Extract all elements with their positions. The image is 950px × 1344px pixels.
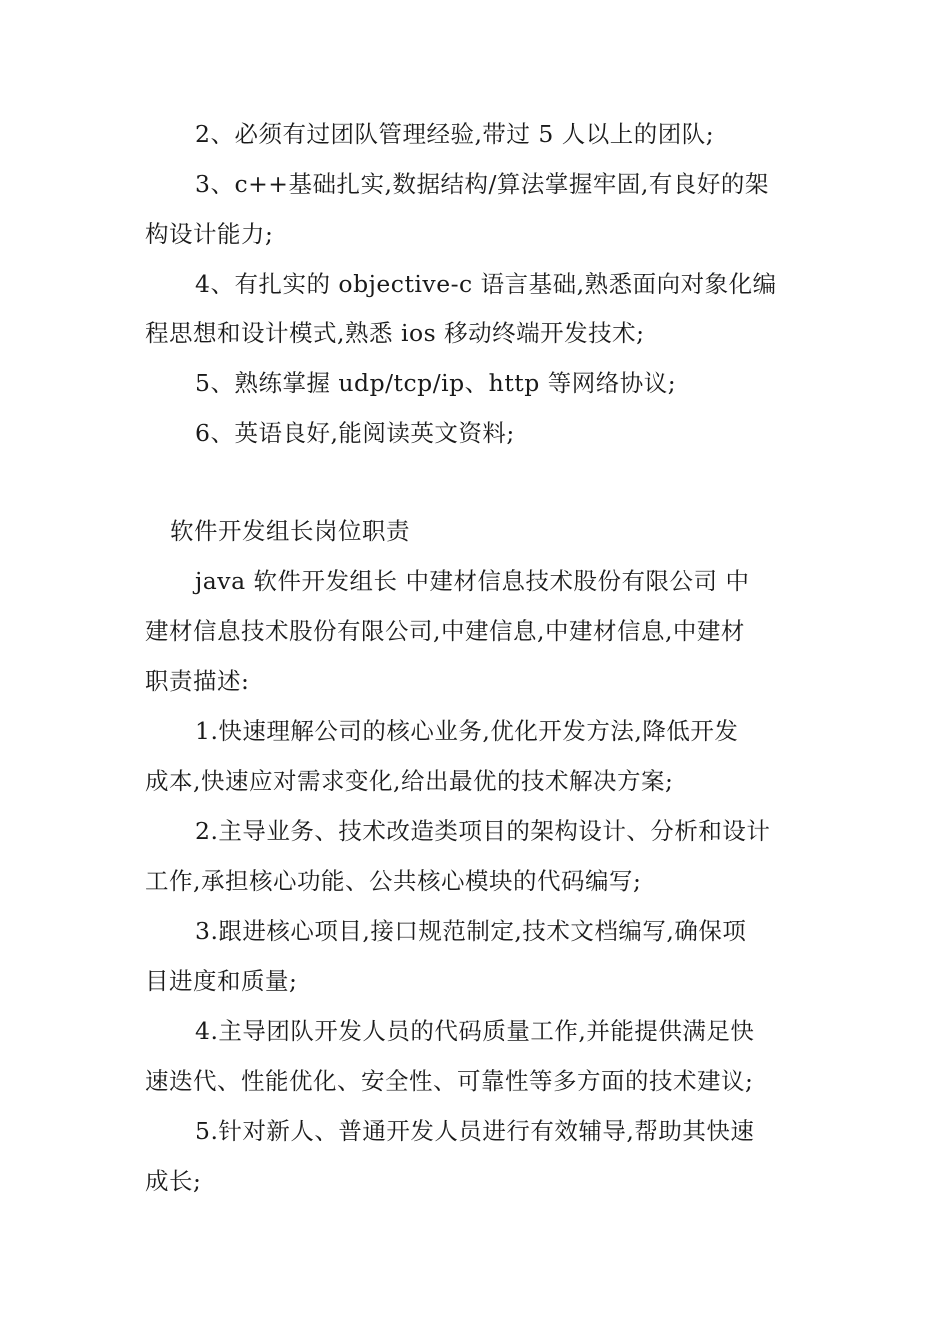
requirement-item-2: 2、必须有过团队管理经验,带过 5 人以上的团队;: [195, 120, 715, 148]
requirement-item-5: 5、熟练掌握 udp/tcp/ip、http 等网络协议;: [195, 369, 677, 397]
duty-item-2-continued: 工作,承担核心功能、公共核心模块的代码编写;: [145, 867, 642, 895]
duty-item-5: 5.针对新人、普通开发人员进行有效辅导,帮助其快速: [195, 1117, 755, 1145]
requirement-item-4-continued: 程思想和设计模式,熟悉 ios 移动终端开发技术;: [145, 319, 645, 347]
requirement-item-6: 6、英语良好,能阅读英文资料;: [195, 419, 515, 447]
duty-item-3-continued: 目进度和质量;: [145, 967, 298, 995]
duty-item-2: 2.主导业务、技术改造类项目的架构设计、分析和设计: [195, 817, 771, 845]
requirement-item-3: 3、c++基础扎实,数据结构/算法掌握牢固,有良好的架: [195, 170, 769, 198]
duty-item-1: 1.快速理解公司的核心业务,优化开发方法,降低开发: [195, 717, 739, 745]
duty-item-1-continued: 成本,快速应对需求变化,给出最优的技术解决方案;: [145, 767, 674, 795]
duties-label: 职责描述:: [145, 667, 250, 695]
duty-item-4: 4.主导团队开发人员的代码质量工作,并能提供满足快: [195, 1017, 755, 1045]
duty-item-3: 3.跟进核心项目,接口规范制定,技术文档编写,确保项: [195, 917, 747, 945]
duty-item-5-continued: 成长;: [145, 1167, 202, 1195]
requirement-item-3-continued: 构设计能力;: [145, 220, 274, 248]
section-title: 软件开发组长岗位职责: [170, 517, 410, 545]
requirement-item-4: 4、有扎实的 objective-c 语言基础,熟悉面向对象化编: [195, 270, 777, 298]
duty-item-4-continued: 速迭代、性能优化、安全性、可靠性等多方面的技术建议;: [145, 1067, 754, 1095]
intro-line: java 软件开发组长 中建材信息技术股份有限公司 中: [195, 567, 750, 595]
intro-line-continued: 建材信息技术股份有限公司,中建信息,中建材信息,中建材: [145, 617, 745, 645]
